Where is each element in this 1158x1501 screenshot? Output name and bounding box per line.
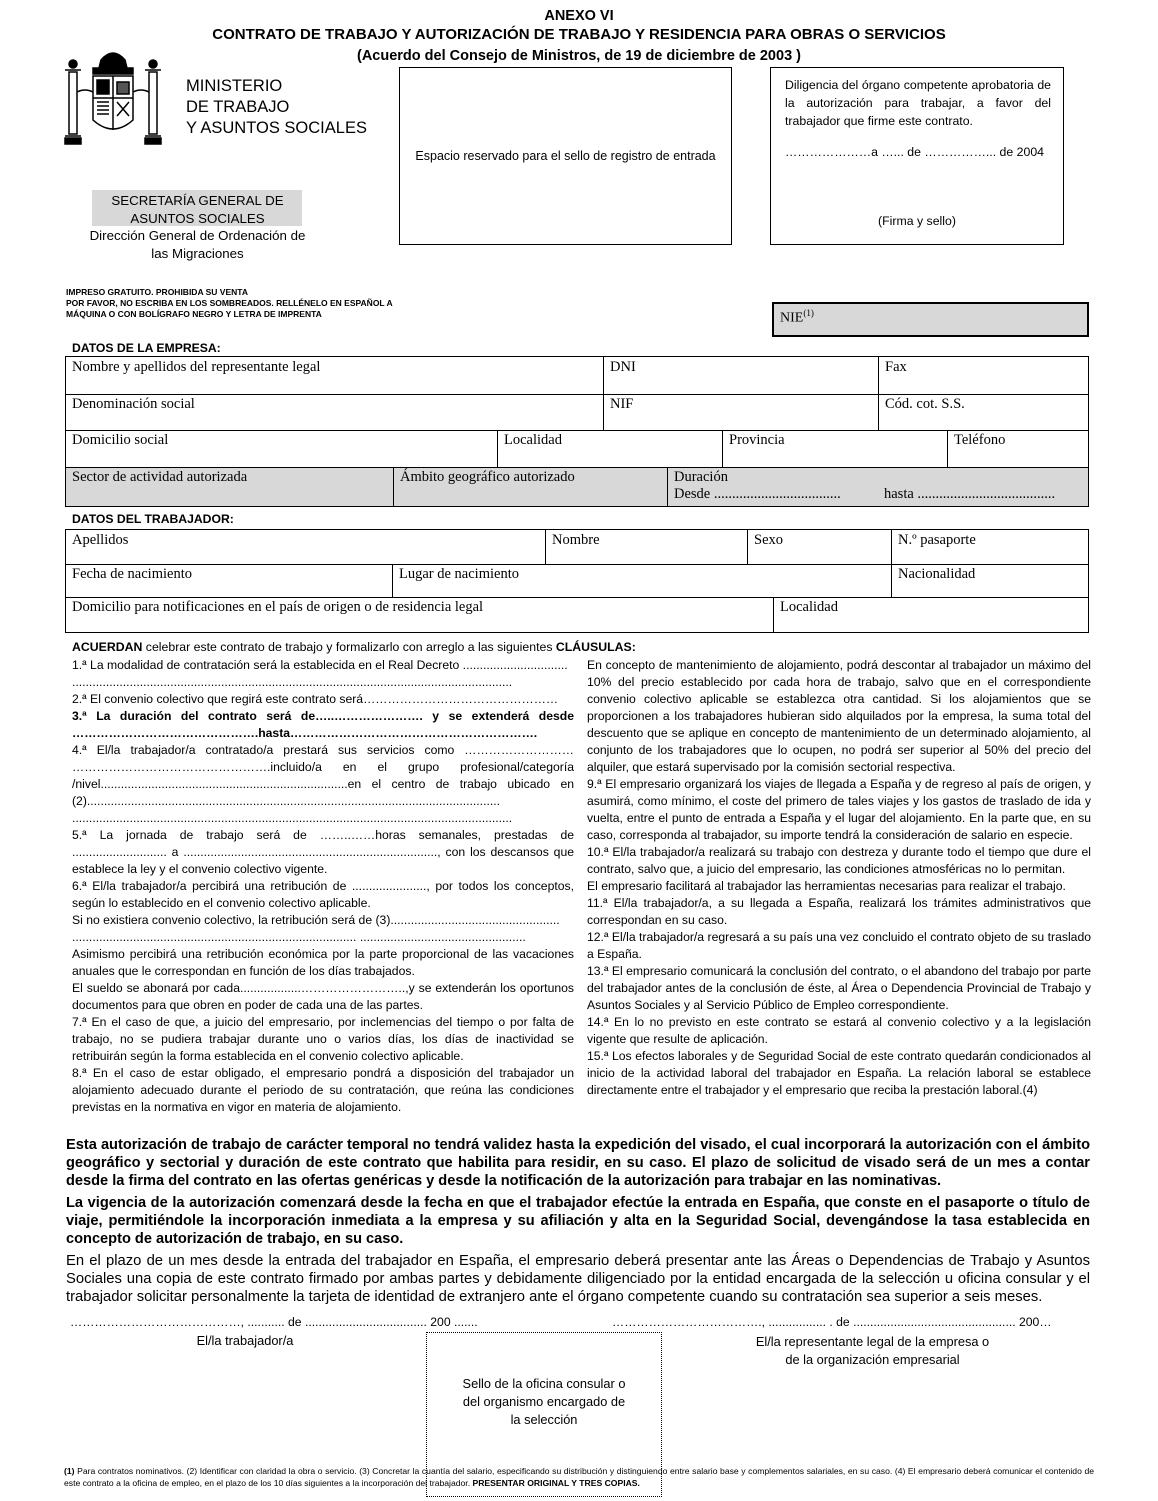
cod-cot-field[interactable]: Cód. cot. S.S. [878, 394, 1088, 430]
sector-field: Sector de actividad autorizada [72, 469, 248, 485]
submission-paragraph: En el plazo de un mes desde la entrada del trabajador en España, el empresario deberá presentar ante las Áreas o Dependencias de Trabajo y Asuntos Sociales una copia de este contrato firmado por ambas partes y debidamente diligenciado por la entidad encargada de la selección u oficina consular y el trabajador solicitar personalmente la tarjeta de identidad de extranjero ante el órgano competente cuando su contratación sea superior a seis meses. [66, 1253, 1090, 1306]
employer-sign-label [730, 1333, 1015, 1369]
clause-6-cont: .................................................................................... ................................................. [72, 930, 526, 944]
worker-date-line: ……………………………………, ........... de .................................... 200 ....... [70, 1315, 478, 1329]
ambito-field: Ámbito geográfico autorizado [393, 467, 668, 506]
visa-validity-paragraph: Esta autorización de trabajo de carácter temporal no tendrá validez hasta la expedición del visado, el cual incorporará la autorización con el ámbito geográfico y sectorial y duración de este contrato que habilita para residir, en su caso. El plazo de solicitud de visado será de un mes a contar desde la firma del contrato en las ofertas genéricas y desde la notificación de la autorización para trabajar en las nominativas. [66, 1137, 1090, 1190]
clause-11: 11.ª El/la trabajador/a, a su llegada a España, realizará los trámites administrativos que correspondan en su caso. [587, 896, 1091, 927]
clause-6-sueldo: El sueldo se abonará por cada..................……………………..,y se extenderán los oportunos documentos para que obren en poder de cada una de las partes. [72, 981, 574, 1012]
clause-13: 13.ª El empresario comunicará la conclusión del contrato, o el abandono del trabajo por parte del trabajador antes de la conclusión de éste, al Área o Dependencia Provincial de Trabajo y Asuntos Sociales y al Servicio Público de Empleo correspondiente. [587, 964, 1091, 1012]
ministry-name [186, 76, 367, 139]
trabajador-heading: DATOS DEL TRABAJADOR: [72, 512, 234, 526]
worker-sign-label: El/la trabajador/a [196, 1333, 294, 1348]
fecha-nacimiento-field[interactable]: Fecha de nacimiento [72, 566, 192, 582]
clause-10: 10.ª El/la trabajador/a realizará su trabajo con destreza y durante todo el tiempo que dure el contrato, salvo que, a juicio del empresario, las condiciones atmosféricas no lo permitan. [587, 845, 1091, 876]
pasaporte-field[interactable]: N.º pasaporte [891, 530, 1088, 564]
notices [66, 287, 393, 320]
nacionalidad-field[interactable]: Nacionalidad [891, 564, 1088, 597]
fax-field[interactable]: Fax [878, 357, 1088, 394]
stamp-line-3: la selección [510, 1412, 578, 1427]
secretariat-block [80, 192, 315, 262]
diligence-date-line: …………………a …... de ……………... de 2004 [785, 145, 1044, 159]
ministry-line-3: Y ASUNTOS SOCIALES [186, 119, 367, 137]
clause-8-cont: En concepto de mantenimiento de alojamiento, podrá descontar al trabajador un máximo del 10% del precio establecido por cada hora de trabajo, salvo que en el correspondiente convenio colectivo aplicable se establezca otra cantidad. Si los alojamientos que se proporcionen a los trabajadores hubieran sido alquilados por la empresa, la suma total del descuento que se aplique en concepto de mantenimiento de un determinado alojamiento, al conjunto de los trabajadores que lo ocupen, no podrá ser superior al 50% del precio del alquiler, que estará supervisado por la comisión sectorial respectiva. [587, 658, 1091, 774]
provincia-field[interactable]: Provincia [722, 430, 948, 467]
clause-6-vacaciones: Asimismo percibirá una retribución económica por la parte proporcional de las vacaciones anuales que le correspondan en función de los días trabajados. [72, 947, 574, 978]
clause-4: 4.ª El/la trabajador/a contratado/a prestará sus servicios como ……………………… ………………………………………….incluido/a en el grupo profesional/categoría /nivel.........................................................................en el centro de trabajo ubicado en (2).......................................................................................................................... [72, 743, 574, 808]
annex-label: ANEXO VI [544, 8, 614, 24]
clause-4-cont: .................................................................................................................................. [72, 811, 513, 825]
ministry-line-1: MINISTERIO [186, 77, 283, 95]
coat-of-arms-icon [63, 42, 163, 150]
clauses-right-column [587, 657, 1091, 1099]
secretariat-line-1: SECRETARÍA GENERAL DE [111, 193, 284, 208]
localidad-trab-field[interactable]: Localidad [773, 597, 1088, 632]
stamp-line-2: del organismo encargado de [462, 1394, 626, 1409]
diligence-sign-label: (Firma y sello) [878, 214, 956, 228]
secretariat-line-3: Dirección General de Ordenación de [89, 228, 306, 243]
acuerdan-line [72, 640, 636, 654]
duracion-label: Duración [674, 469, 728, 485]
dni-field[interactable]: DNI [603, 357, 879, 394]
notice-line-2: POR FAVOR, NO ESCRIBA EN LOS SOMBREADOS. RELLÉNELO EN ESPAÑOL A [66, 298, 393, 308]
secretariat-line-2: ASUNTOS SOCIALES [130, 210, 265, 226]
empresa-heading: DATOS DE LA EMPRESA: [72, 341, 221, 355]
nie-label: NIE$^{(1)}$ [780, 308, 814, 326]
diligence-box [770, 67, 1064, 245]
document-subtitle: (Acuerdo del Consejo de Ministros, de 19 de diciembre de 2003 ) [357, 48, 801, 64]
hasta-label: hasta ...................................... [884, 486, 1056, 502]
footnote-tail: PRESENTAR ORIGINAL Y TRES COPIAS. [472, 1477, 640, 1488]
denominacion-field[interactable]: Denominación social [72, 396, 195, 412]
empresa-table [65, 356, 1089, 507]
trabajador-table [65, 529, 1089, 633]
nombre-field[interactable]: Nombre [545, 530, 748, 564]
desde-label: Desde ................................... [674, 486, 841, 502]
employer-sign-line-2: de la organización empresarial [785, 1352, 960, 1367]
clause-9: 9.ª El empresario organizará los viajes de llegada a España y de regreso al país de origen, y asumirá, como mínimo, el coste del primero de tales viajes y los gastos de traslado de ida y vuelta, entre el punto de entrada a España y el lugar del alojamiento. En la parte que, en su caso, corresponda al trabajador, su importe tendrá la consideración de salario en especie. [587, 777, 1091, 842]
duracion-field [667, 467, 1088, 506]
localidad-field[interactable]: Localidad [497, 430, 723, 467]
duracion-dates [674, 486, 1082, 503]
clause-15: 15.ª Los efectos laborales y de Seguridad Social de este contrato quedarán condicionados al inicio de la actividad laboral del trabajador en España. La relación laboral se establece directamente entre el trabajador y el empresario que reciba la prestación laboral.(4) [587, 1049, 1091, 1097]
clause-1-cont: .................................................................................................................................. [72, 675, 513, 689]
clause-5: 5.ª La jornada de trabajo será de ……..……horas semanales, prestadas de ............................ a ..........................................................................., con los descansos que establece la ley y el convenio colectivo vigente. [72, 828, 574, 876]
domicilio-notif-field[interactable]: Domicilio para notificaciones en el país de origen o de residencia legal [72, 599, 484, 615]
clause-12: 12.ª El/la trabajador/a regresará a su país una vez concluido el contrato objeto de su traslado a España. [587, 930, 1091, 961]
nif-field[interactable]: NIF [603, 394, 879, 430]
stamp-line-1: Sello de la oficina consular o [462, 1376, 626, 1391]
clause-7: 7.ª En el caso de que, a juicio del empresario, por inclemencias del tiempo o por falta de trabajo, no se pudiera trabajar durante uno o varios días, los días de inactividad se retribuirán según la forma establecida en el convenio colectivo aplicable. [72, 1015, 574, 1063]
footnote [64, 1466, 1094, 1489]
consular-stamp-text [427, 1375, 661, 1429]
clause-1: 1.ª La modalidad de contratación será la establecida en el Real Decreto ............................... [72, 658, 568, 672]
authorization-period-paragraph: La vigencia de la autorización comenzará desde la fecha en que el trabajador efectúe la entrada en España, que conste en el pasaporte o título de viaje, permitiéndole la incorporación inmediata a la empresa y su afiliación y alta en la Seguridad Social, devengándose la tasa establecida en concepto de autorización de trabajo, en su caso. [66, 1195, 1090, 1248]
clause-6: 6.ª El/la trabajador/a percibirá una retribución de ......................, por todos los conceptos, según lo establecido en el convenio colectivo aplicable. [72, 879, 574, 910]
clause-2: 2.ª El convenio colectivo que regirá este contrato será………………………………………… [72, 692, 559, 706]
secretariat-line-4: las Migraciones [151, 245, 244, 261]
apellidos-field[interactable]: Apellidos [72, 532, 129, 548]
employer-date-line: ………………………………., ................. . de ................................................ 200… [612, 1315, 1052, 1329]
diligence-text: Diligencia del órgano competente aprobatoria de la autorización para trabajar, a favor del trabajador que firme este contrato. [785, 78, 1051, 128]
clause-3: 3.ª La duración del contrato será de…..…………………. y se extenderá desde ……………………………………….hasta……………………………………………………. [72, 709, 574, 740]
clause-8: 8.ª En el caso de estar obligado, el empresario pondrá a disposición del trabajador un alojamiento adecuado durante el periodo de su contratación, que reúna las condiciones previstas en la normativa en vigor en materia de alojamiento. [72, 1066, 574, 1114]
sexo-field[interactable]: Sexo [747, 530, 892, 564]
notice-line-3: MÁQUINA O CON BOLÍGRAFO NEGRO Y LETRA DE IMPRENTA [66, 309, 322, 319]
nie-field[interactable] [772, 302, 1089, 337]
clause-10-tools: El empresario facilitará al trabajador las herramientas necesarias para realizar el trabajo. [587, 879, 1066, 893]
domicilio-social-field[interactable]: Domicilio social [72, 432, 169, 448]
registry-stamp-label: Espacio reservado para el sello de registro de entrada [415, 149, 716, 163]
employer-sign-line-1: El/la representante legal de la empresa o [755, 1334, 990, 1349]
registry-stamp-box [399, 67, 732, 245]
lugar-nacimiento-field[interactable]: Lugar de nacimiento [392, 564, 892, 597]
rep-legal-field[interactable]: Nombre y apellidos del representante legal [72, 359, 321, 375]
footnote-lead: (1) [64, 1466, 75, 1476]
ministry-line-2: DE TRABAJO [186, 98, 290, 116]
clauses-left-column [72, 657, 574, 1116]
clause-6-alt: Si no existiera convenio colectivo, la retribución será de (3).................................................. [72, 913, 560, 927]
footnote-text: Para contratos nominativos. (2) Identificar con claridad la obra o servicio. (3) Concretar la cuantía del salario, especificando su distribución y distinguiendo entre salario base y complementos salariales, en su caso. (4) El empresario deberá comunicar el contenido de este contrato a la oficina de empleo, en el plazo de los 10 días siguientes a la incorporación del trabajador. [64, 1466, 1094, 1488]
notice-line-1: IMPRESO GRATUITO. PROHIBIDA SU VENTA [66, 287, 248, 297]
document-title: CONTRATO DE TRABAJO Y AUTORIZACIÓN DE TRABAJO Y RESIDENCIA PARA OBRAS O SERVICIOS [212, 26, 946, 43]
clause-14: 14.ª En lo no previsto en este contrato se estará al convenio colectivo y a la legislación vigente que resulte de aplicación. [587, 1015, 1091, 1046]
telefono-field[interactable]: Teléfono [947, 430, 1088, 467]
acuerdan-lead: ACUERDAN [72, 640, 143, 654]
clausulas-label: CLÁUSULAS: [555, 640, 636, 654]
acuerdan-text: celebrar este contrato de trabajo y formalizarlo con arreglo a las siguientes [142, 640, 556, 654]
